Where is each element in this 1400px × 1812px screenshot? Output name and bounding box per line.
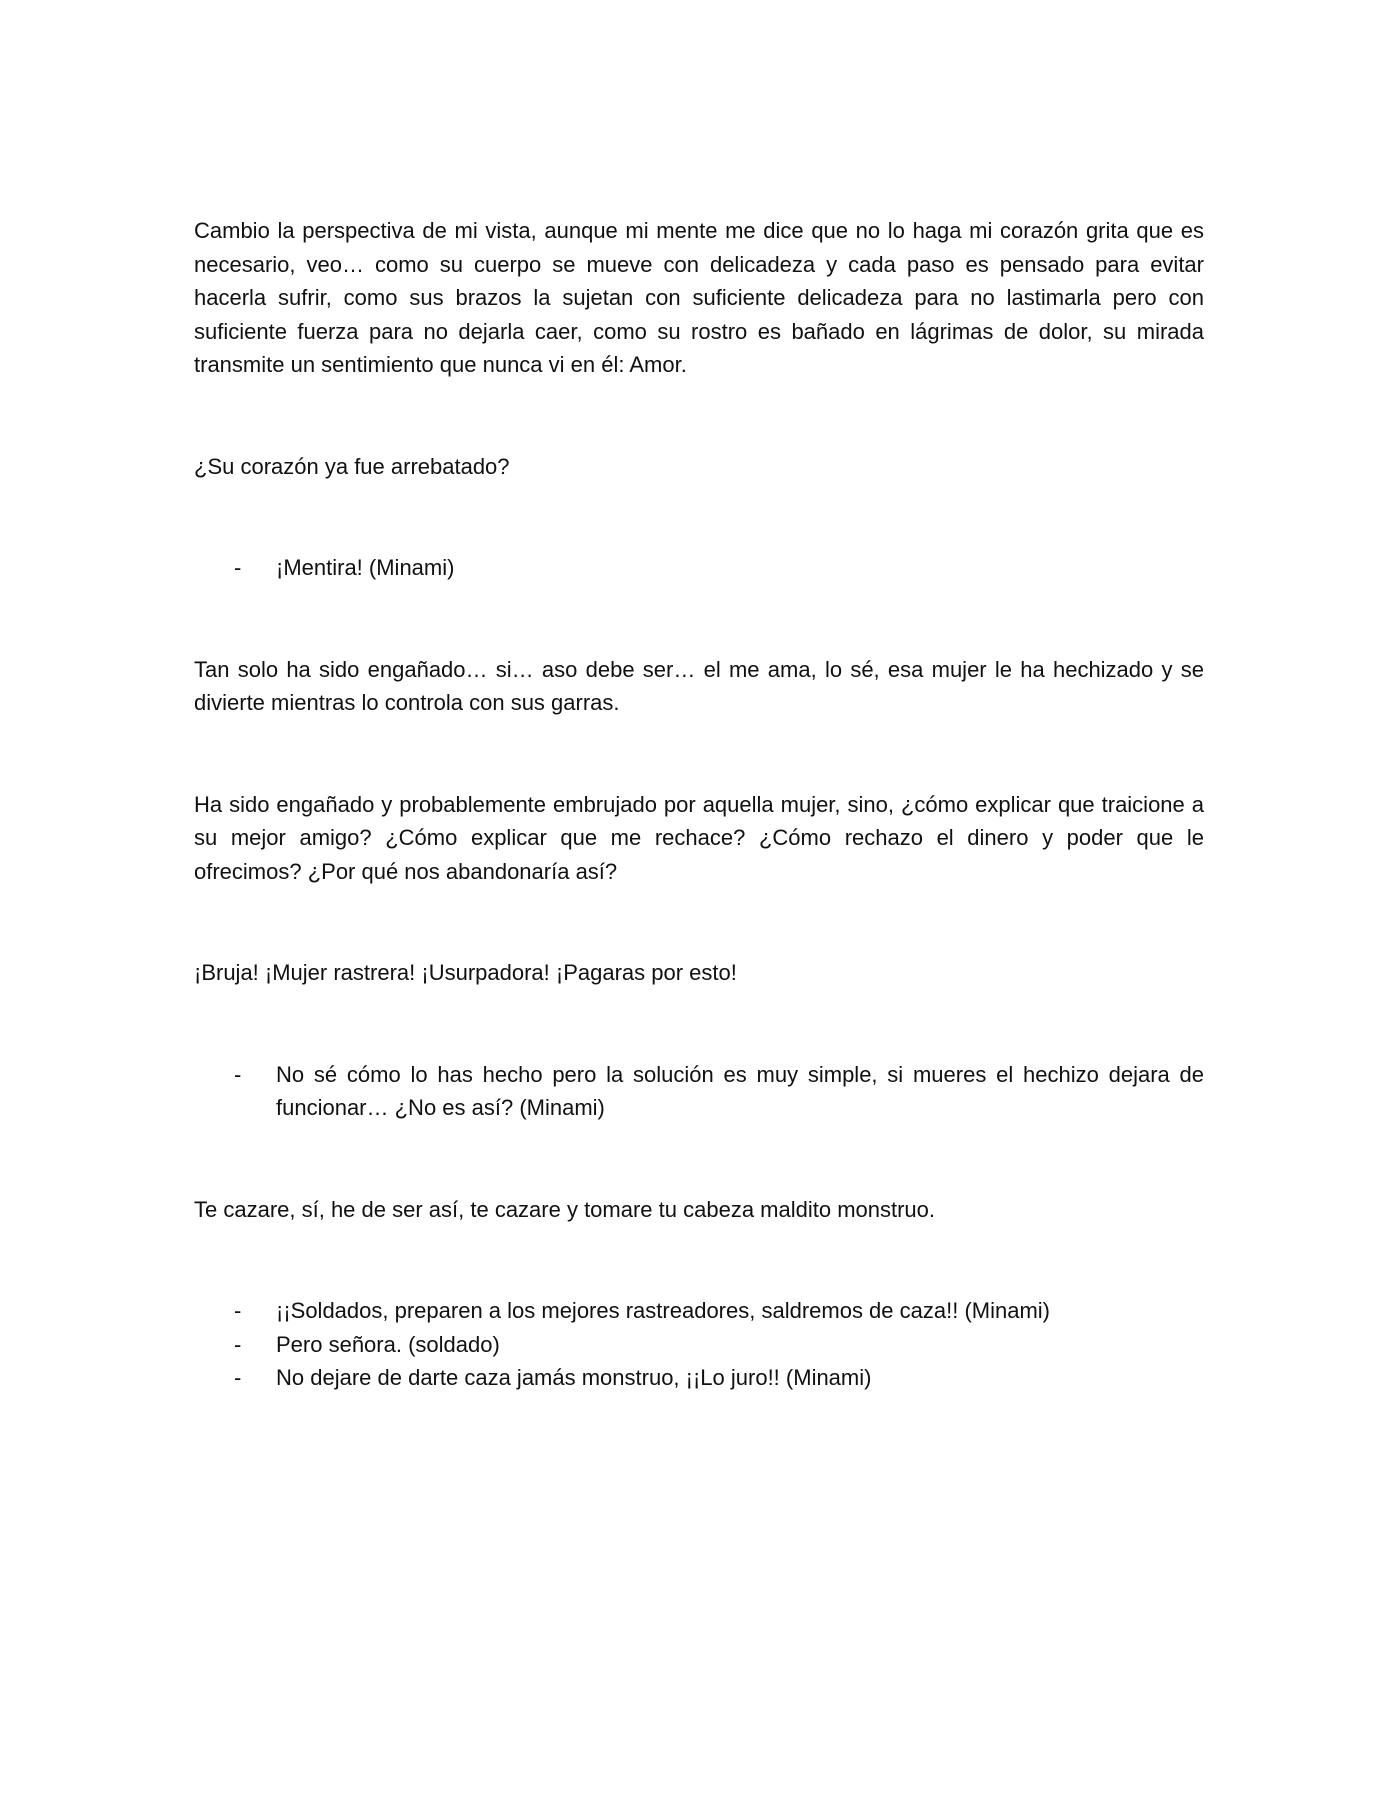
- paragraph-perspective: Cambio la perspectiva de mi vista, aunque mi mente me dice que no lo haga mi corazón grita que es necesario, veo… como su cuerpo se mueve con delicadeza y cada paso es pensado para evitar hacerla sufrir, como sus brazos la sujetan con suficiente delicadeza para no lastimarla pero con suficiente fuerza para no dejarla caer, como su rostro es bañado en lágrimas de dolor, su mirada transmite un sentimiento que nunca vi en él: Amor.: [194, 218, 1204, 377]
- paragraph-bewitched: Ha sido engañado y probablemente embrujado por aquella mujer, sino, ¿cómo explicar que traicione a su mejor amigo? ¿Cómo explicar que me rechace? ¿Cómo rechazo el dinero y poder que le ofrecimos? ¿Por qué nos abandonaría así?: [194, 791, 1204, 884]
- dialogue-list-3: [194, 1294, 1204, 1395]
- document-body: [194, 214, 1204, 1395]
- paragraph-deceived: Tan solo ha sido engañado… si… aso debe ser… el me ama, lo sé, esa mujer le ha hechizado y se divierte mientras lo controla con sus garras.: [194, 656, 1204, 715]
- dash-bullet: -: [234, 1331, 242, 1357]
- dash-bullet: -: [234, 1298, 242, 1323]
- dialogue-line: [194, 551, 1204, 585]
- dialogue-list-1: [194, 551, 1204, 585]
- dialogue-line: [194, 1361, 1204, 1395]
- dialogue-text: ¡Mentira! (Minami): [276, 555, 455, 580]
- dialogue-text: No sé cómo lo has hecho pero la solución es muy simple, si mueres el hechizo dejara de funcionar… ¿No es así? (Minami): [276, 1061, 1204, 1120]
- dash-bullet: -: [234, 1365, 242, 1390]
- dialogue-line: [194, 1058, 1204, 1125]
- dash-bullet: -: [234, 555, 242, 580]
- dialogue-text: ¡¡Soldados, preparen a los mejores rastreadores, saldremos de caza!! (Minami): [276, 1298, 1050, 1323]
- dialogue-line: [194, 1294, 1204, 1328]
- paragraph-hunt: Te cazare, sí, he de ser así, te cazare y tomare tu cabeza maldito monstruo.: [194, 1196, 936, 1222]
- paragraph-exclamations: ¡Bruja! ¡Mujer rastrera! ¡Usurpadora! ¡Pagaras por esto!: [194, 960, 737, 985]
- dialogue-text: No dejare de darte caza jamás monstruo, ¡¡Lo juro!! (Minami): [276, 1365, 872, 1390]
- dialogue-list-2: [194, 1058, 1204, 1125]
- dash-bullet: -: [234, 1061, 242, 1087]
- dialogue-text: Pero señora. (soldado): [276, 1331, 500, 1357]
- dialogue-line: [194, 1328, 1204, 1362]
- paragraph-question: ¿Su corazón ya fue arrebatado?: [194, 453, 510, 479]
